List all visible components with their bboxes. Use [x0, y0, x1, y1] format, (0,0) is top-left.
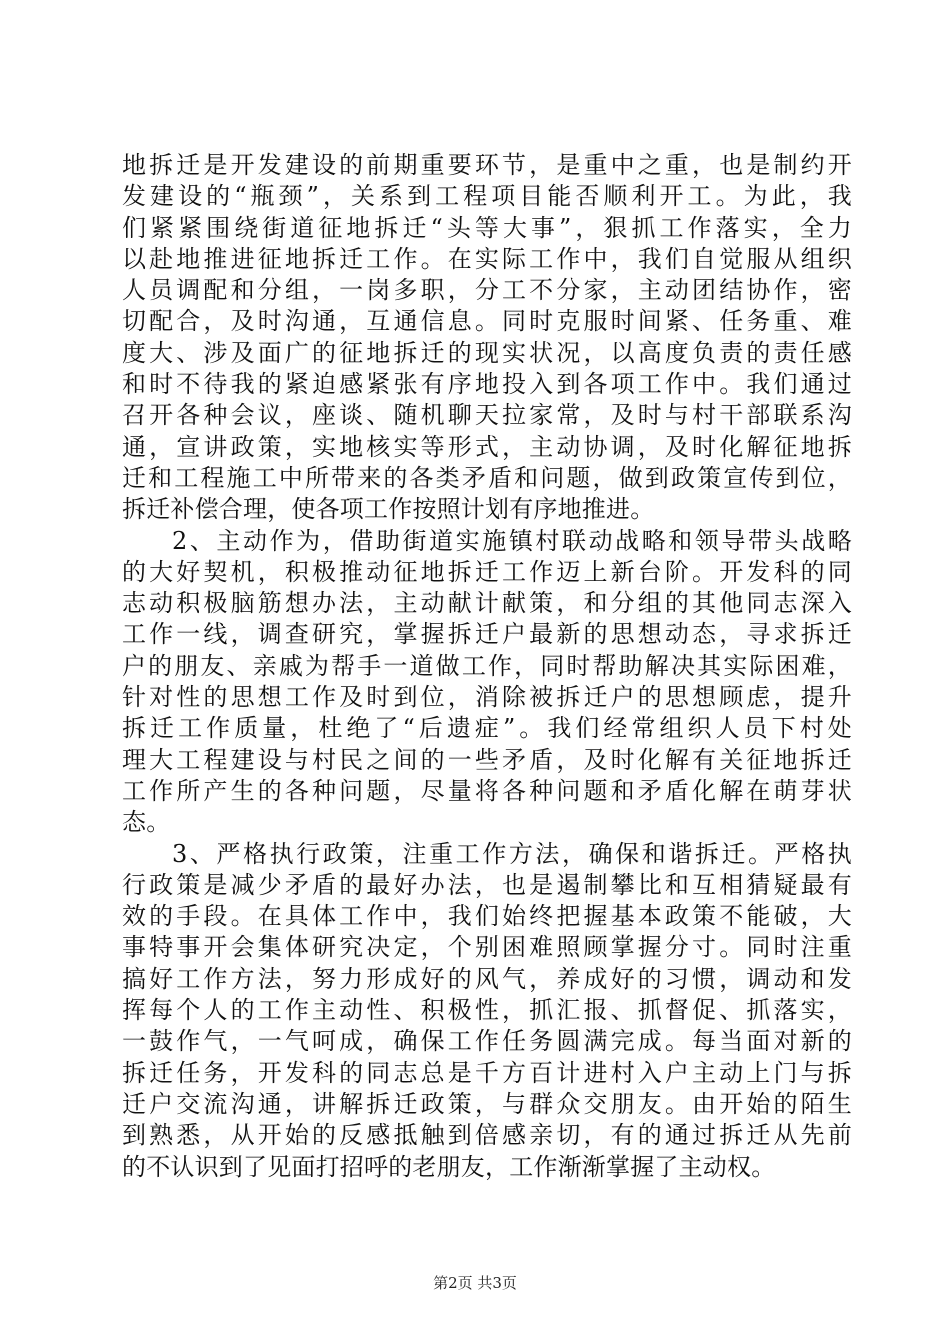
paragraph-2-start: 2、主动作为，借助街道实施镇村联动战略和领导带头战略 — [172, 526, 852, 555]
text-line: 切配合，及时沟通，互通信息。同时克服时间紧、任务重、难 — [122, 307, 852, 336]
text-line: 事特事开会集体研究决定，个别困难照顾掌握分寸。同时注重 — [122, 933, 852, 962]
text-line: 效的手段。在具体工作中，我们始终把握基本政策不能破，大 — [122, 902, 852, 931]
text-line: 拆迁任务，开发科的同志总是千方百计进村入户主动上门与拆 — [122, 1058, 852, 1087]
page-number-footer: 第2页 共3页 — [433, 1274, 517, 1292]
text-line: 针对性的思想工作及时到位，消除被拆迁户的思想顾虑，提升 — [122, 683, 852, 712]
text-line: 迁户交流沟通，讲解拆迁政策，与群众交朋友。由开始的陌生 — [122, 1089, 852, 1118]
text-line: 挥每个人的工作主动性、积极性，抓汇报、抓督促、抓落实， — [122, 996, 852, 1025]
text-line: 工作所产生的各种问题，尽量将各种问题和矛盾化解在萌芽状 — [122, 776, 852, 805]
text-line: 工作一线，调查研究，掌握拆迁户最新的思想动态，寻求拆迁 — [122, 620, 852, 649]
document-body — [122, 150, 852, 1183]
text-line: 志动积极脑筋想办法，主动献计献策，和分组的其他同志深入 — [122, 589, 852, 618]
text-line: 到熟悉，从开始的反感抵触到倍感亲切，有的通过拆迁从先前 — [122, 1121, 852, 1150]
text-line: 行政策是减少矛盾的最好办法，也是遏制攀比和互相猜疑最有 — [122, 870, 852, 899]
text-line: 拆迁工作质量，杜绝了“后遗症”。我们经常组织人员下村处 — [122, 714, 852, 743]
paragraph-3-start: 3、严格执行政策，注重工作方法，确保和谐拆迁。严格执 — [172, 839, 852, 868]
text-line: 态。 — [122, 808, 171, 837]
text-line: 拆迁补偿合理，使各项工作按照计划有序地推进。 — [122, 495, 655, 524]
text-line: 通，宣讲政策，实地核实等形式，主动协调，及时化解征地拆 — [122, 432, 852, 461]
text-line: 发建设的“瓶颈”，关系到工程项目能否顺利开工。为此，我 — [122, 182, 852, 211]
text-line: 户的朋友、亲戚为帮手一道做工作，同时帮助解决其实际困难， — [122, 651, 852, 680]
text-line: 一鼓作气，一气呵成，确保工作任务圆满完成。每当面对新的 — [122, 1027, 852, 1056]
text-line: 度大、涉及面广的征地拆迁的现实状况，以高度负责的责任感 — [122, 338, 852, 367]
text-line: 召开各种会议，座谈、随机聊天拉家常，及时与村干部联系沟 — [122, 401, 852, 430]
text-line: 们紧紧围绕街道征地拆迁“头等大事”，狠抓工作落实，全力 — [122, 213, 852, 242]
text-line: 人员调配和分组，一岗多职，分工不分家，主动团结协作，密 — [122, 276, 852, 305]
text-line: 搞好工作方法，努力形成好的风气，养成好的习惯，调动和发 — [122, 964, 852, 993]
text-line: 的大好契机，积极推动征地拆迁工作迈上新台阶。开发科的同 — [122, 557, 852, 586]
text-line: 和时不待我的紧迫感紧张有序地投入到各项工作中。我们通过 — [122, 370, 852, 399]
text-line: 地拆迁是开发建设的前期重要环节，是重中之重，也是制约开 — [122, 151, 852, 179]
text-line: 以赴地推进征地拆迁工作。在实际工作中，我们自觉服从组织 — [122, 244, 852, 273]
text-line: 迁和工程施工中所带来的各类矛盾和问题，做到政策宣传到位， — [122, 463, 852, 492]
text-line: 理大工程建设与村民之间的一些矛盾，及时化解有关征地拆迁 — [122, 745, 852, 774]
text-line: 的不认识到了见面打招呼的老朋友，工作渐渐掌握了主动权。 — [122, 1152, 776, 1181]
